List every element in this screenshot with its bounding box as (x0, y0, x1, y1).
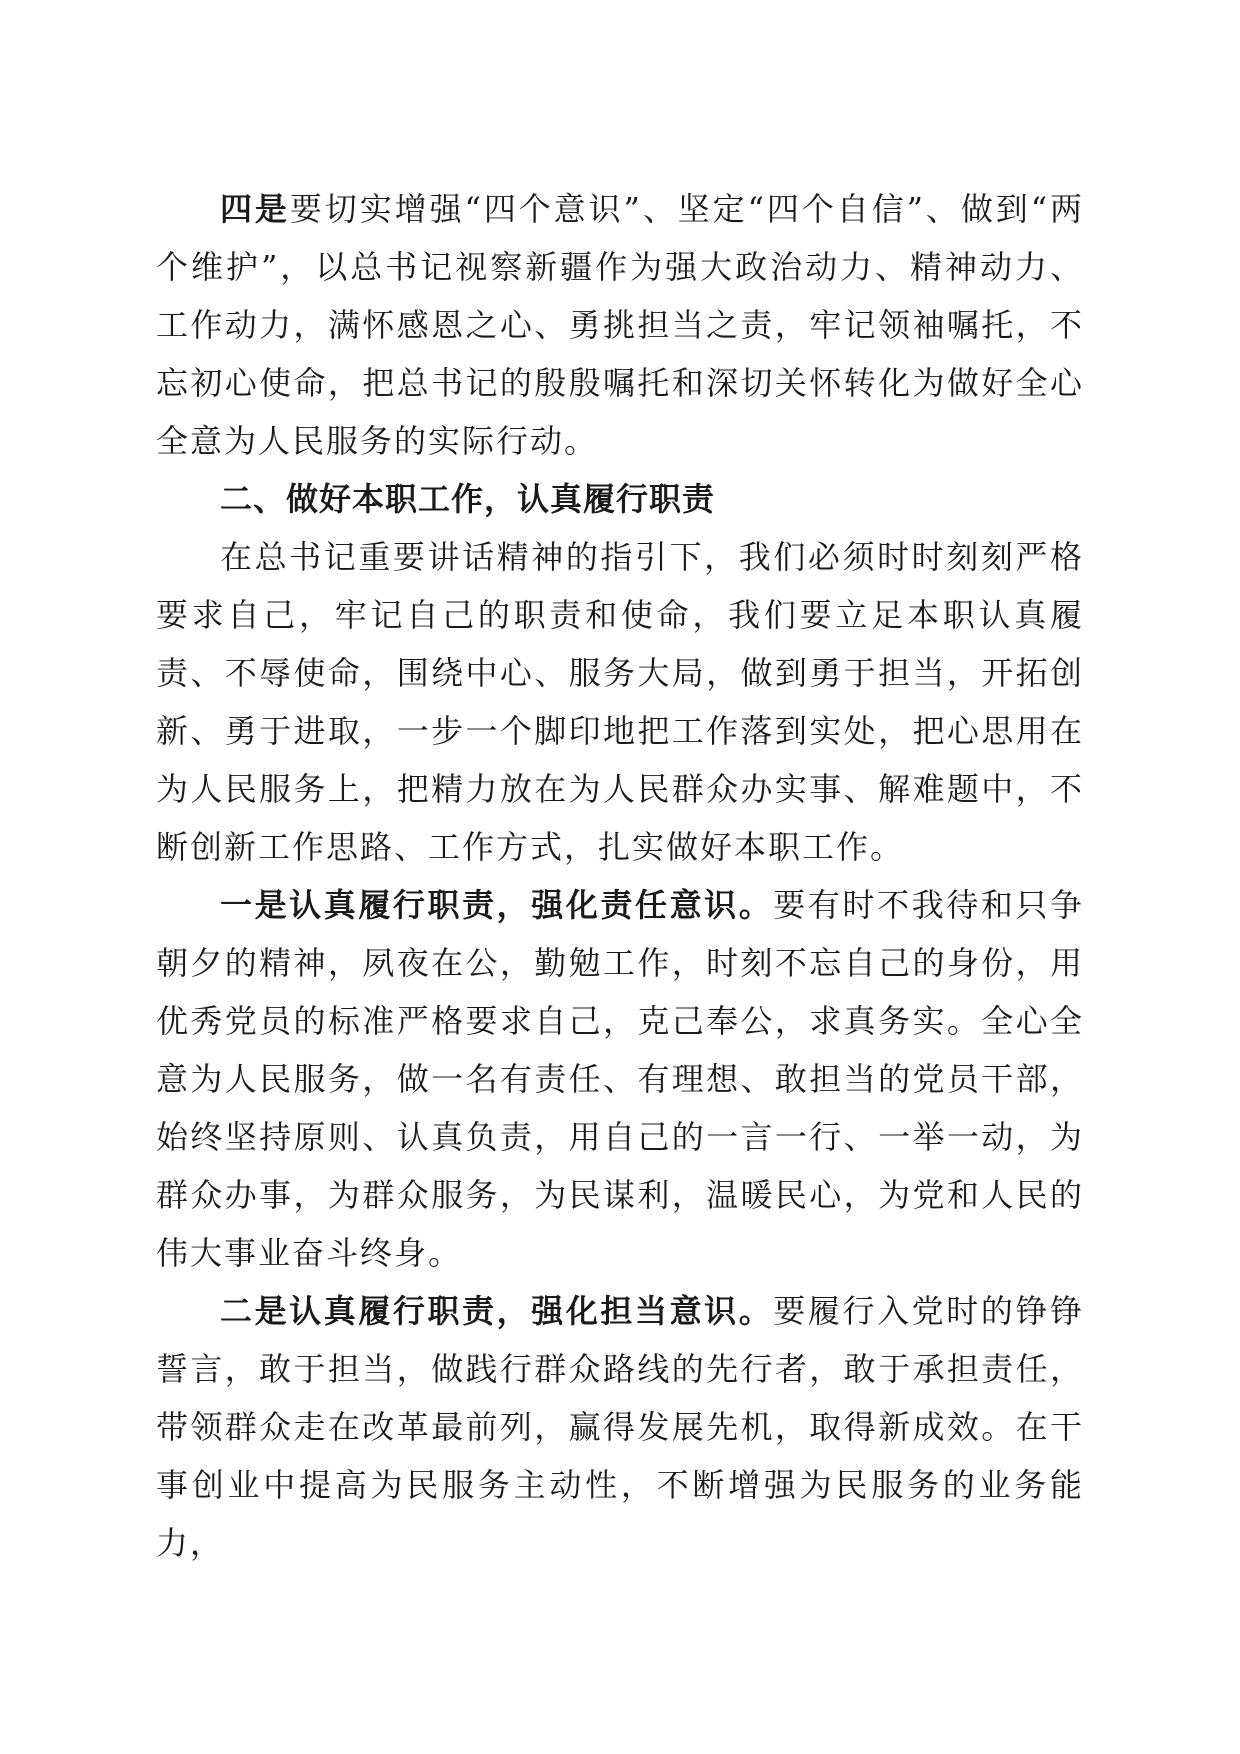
paragraph-second-is (156, 1282, 1084, 1572)
section-heading-2: 二、做好本职工作，认真履行职责 (220, 480, 716, 518)
paragraph-lead: 四是 (220, 190, 290, 228)
paragraph-text: 要有时不我待和只争朝夕的精神，夙夜在公，勤勉工作，时刻不忘自己的身份，用优秀党员的标准严格要求自己，克己奉公，求真务实。全心全意为人民服务，做一名有责任、有理想、敢担当的党员干部，始终坚持原则、认真负责，用自己的一言一行、一举一动，为群众办事，为群众服务，为民谋利，温暖民心，为党和人民的伟大事业奋斗终身。 (156, 886, 1084, 1272)
paragraph-text: 要履行入党时的铮铮誓言，敢于担当，做践行群众路线的先行者，敢于承担责任，带领群众走在改革最前列，赢得发展先机，取得新成效。在干事创业中提高为民服务主动性，不断增强为民服务的业务能力， (156, 1292, 1084, 1562)
paragraph-lead: 二是认真履行职责，强化担当意识。 (220, 1292, 774, 1330)
paragraph-first-is (156, 876, 1084, 1282)
document-body (156, 180, 1084, 1572)
paragraph-text: 要切实增强“四个意识”、坚定“四个自信”、做到“两个维护”，以总书记视察新疆作为强大政治动力、精神动力、工作动力，满怀感恩之心、勇挑担当之责，牢记领袖嘱托，不忘初心使命，把总书记的殷殷嘱托和深切关怀转化为做好全心全意为人民服务的实际行动。 (156, 190, 1084, 460)
paragraph-lead: 一是认真履行职责，强化责任意识。 (220, 886, 774, 924)
paragraph-section-2-intro: 在总书记重要讲话精神的指引下，我们必须时时刻刻严格要求自己，牢记自己的职责和使命，我们要立足本职认真履责、不辱使命，围绕中心、服务大局，做到勇于担当，开拓创新、勇于进取，一步一个脚印地把工作落到实处，把心思用在为人民服务上，把精力放在为人民群众办实事、解难题中，不断创新工作思路、工作方式，扎实做好本职工作。 (156, 538, 1084, 866)
paragraph-four-is (156, 180, 1084, 470)
